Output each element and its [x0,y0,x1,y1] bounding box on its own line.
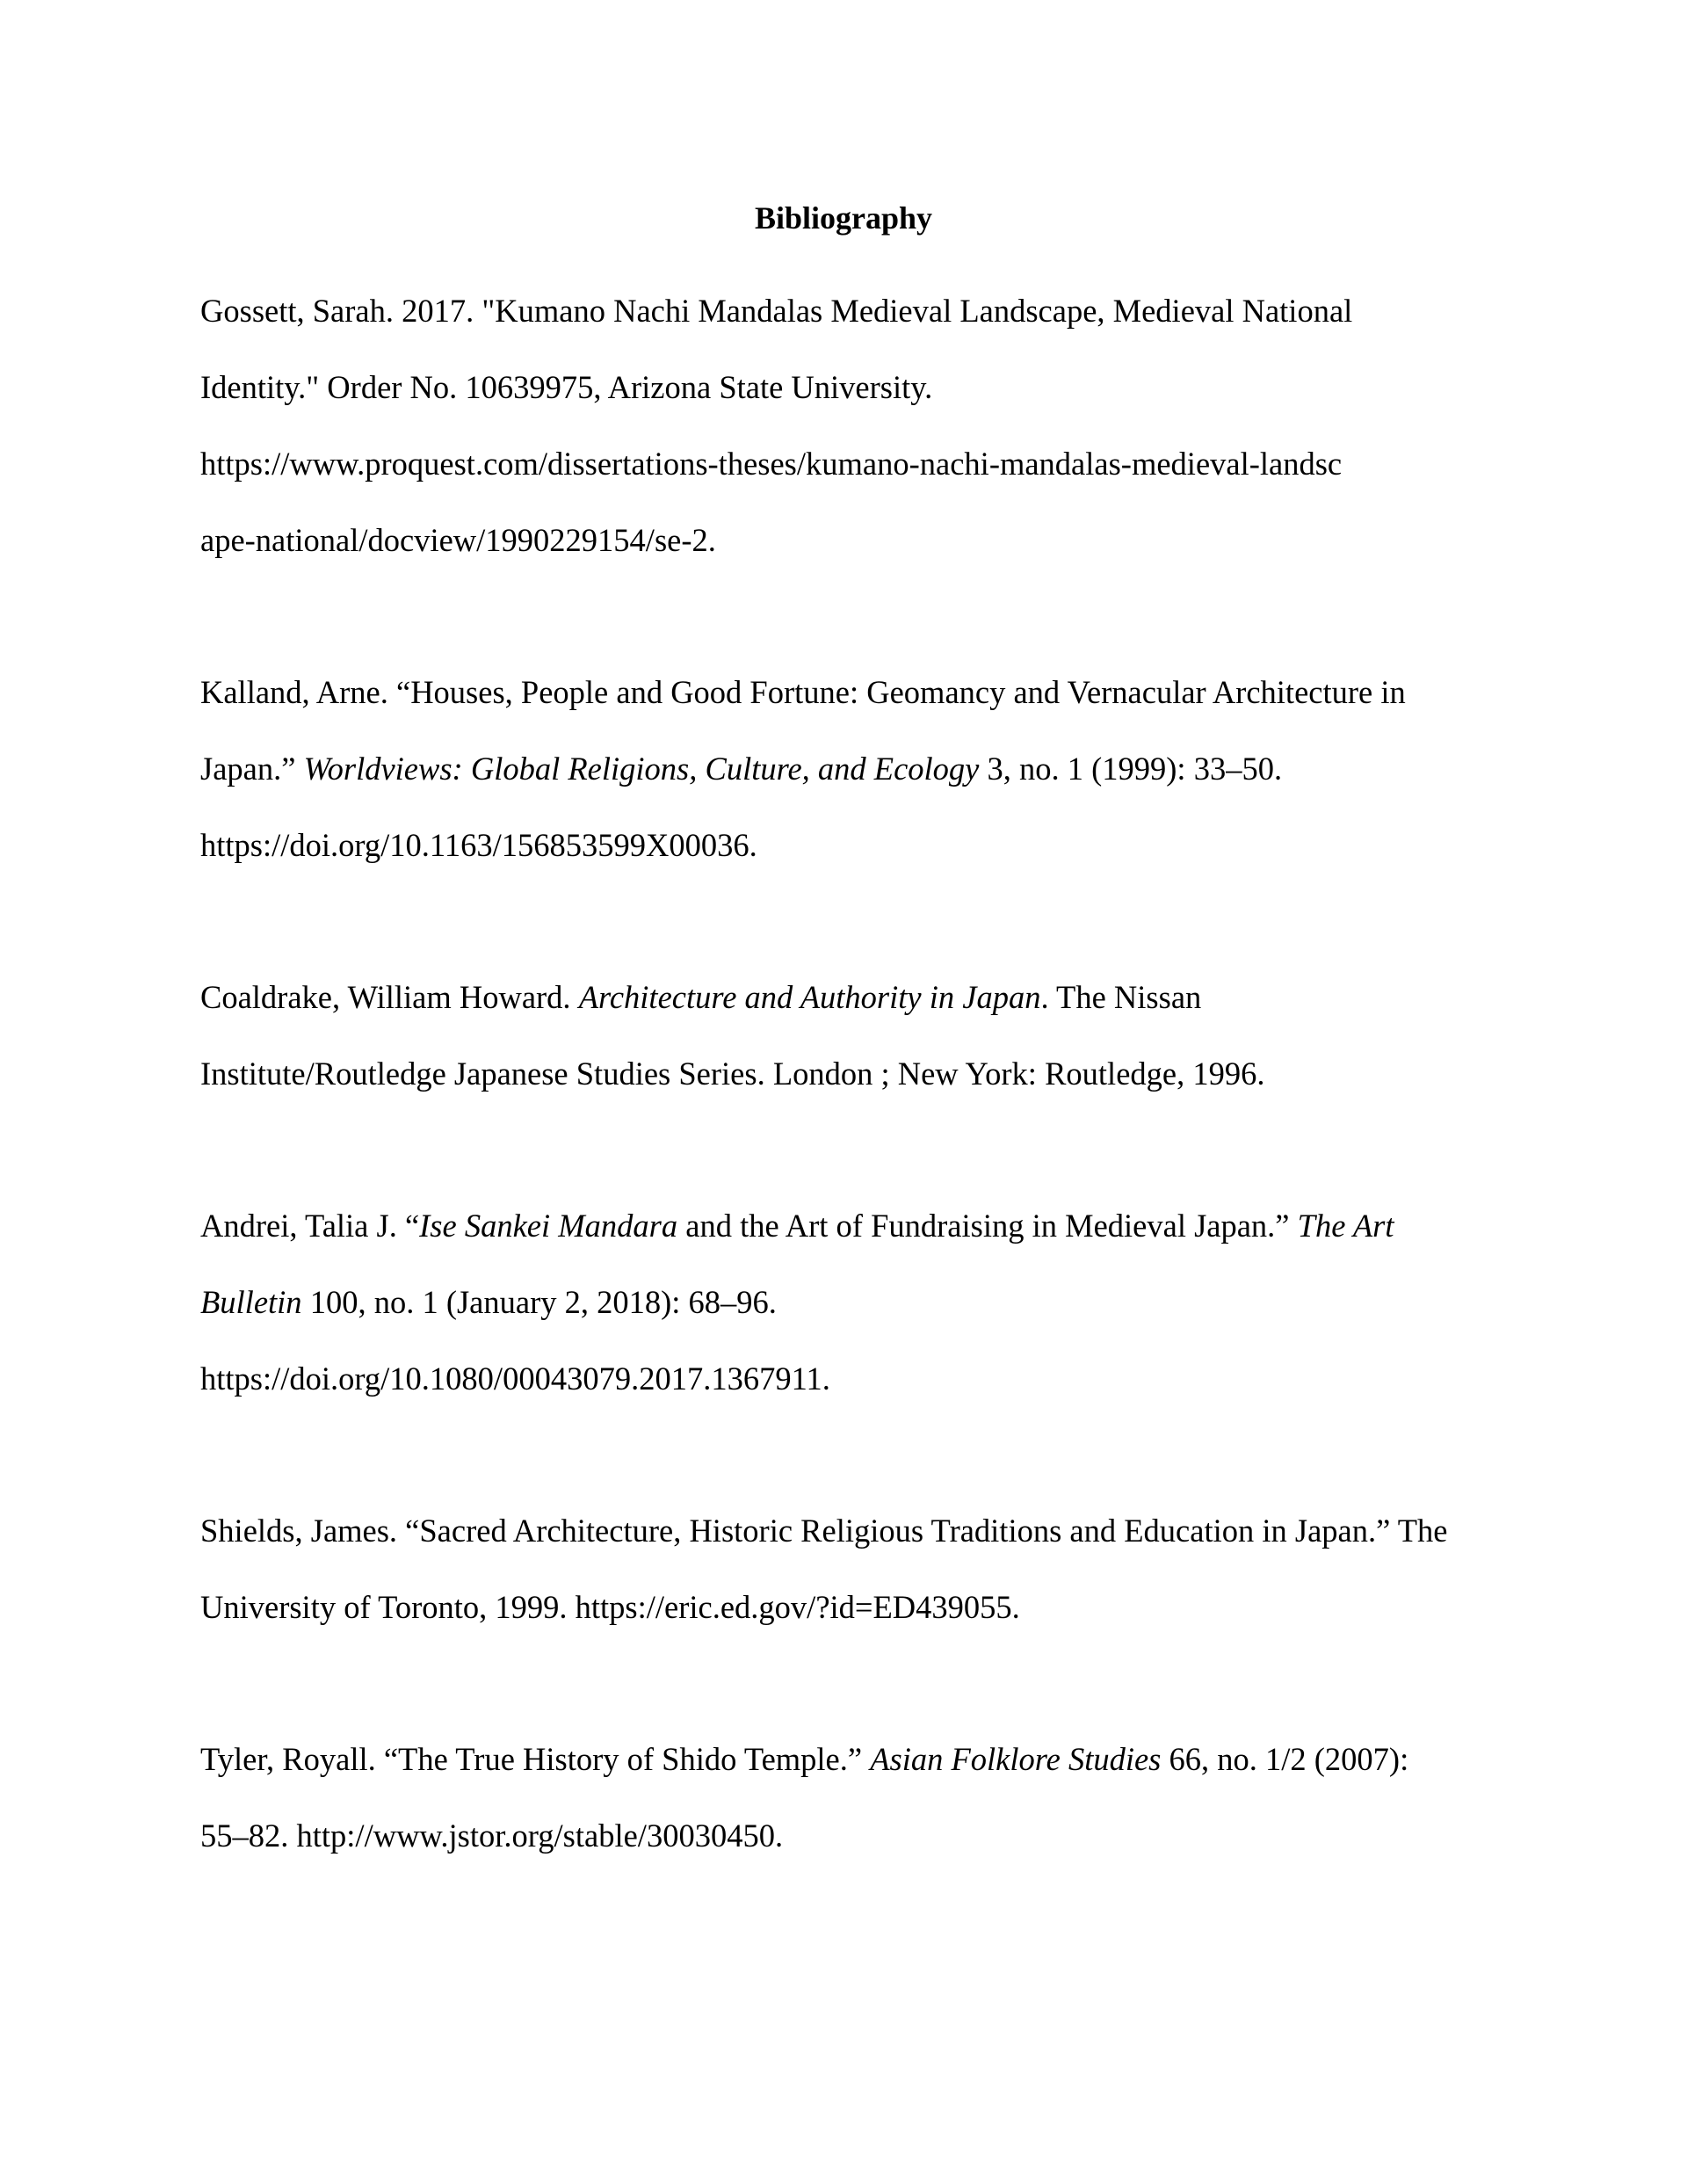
journal-title: Bulletin [200,1284,302,1320]
entry-line: University of Toronto, 1999. https://eric.ed.gov/?id=ED439055. [200,1589,1020,1625]
entry-text: Coaldrake, William Howard. [200,979,579,1015]
bibliography-list [200,272,1518,1949]
entry-line: Identity." Order No. 10639975, Arizona State University. [200,369,933,405]
entry-line: Institute/Routledge Japanese Studies Series. London ; New York: Routledge, 1996. [200,1056,1265,1092]
entry-line: Gossett, Sarah. 2017. "Kumano Nachi Mandalas Medieval Landscape, Medieval National [200,293,1353,329]
bib-entry-andrei [200,1187,1518,1417]
bib-entry-shields [200,1492,1518,1645]
journal-title: The Art [1297,1208,1394,1244]
journal-title: Worldviews: Global Religions, Culture, and Ecology [303,751,980,787]
bib-entry-tyler [200,1721,1518,1874]
entry-line [200,1721,1518,1797]
bib-entry-gossett [200,272,1518,578]
page-title: Bibliography [754,200,933,236]
bib-entry-coaldrake [200,959,1518,1112]
entry-text: 3, no. 1 (1999): 33–50. [979,751,1283,787]
entry-text: Japan.” [200,751,304,787]
entry-text: . The Nissan [1040,979,1202,1015]
entry-url: https://www.proquest.com/dissertations-theses/kumano-nachi-mandalas-medieval-landsc [200,446,1343,482]
entry-line [200,730,1518,807]
entry-line: Kalland, Arne. “Houses, People and Good Fortune: Geomancy and Vernacular Architecture in [200,674,1406,710]
entry-line [200,959,1518,1035]
entry-text: 100, no. 1 (January 2, 2018): 68–96. [301,1284,777,1320]
bib-entry-kalland [200,654,1518,883]
book-title: Architecture and Authority in Japan [578,979,1041,1015]
work-title: Ise Sankei Mandara [419,1208,678,1244]
journal-title: Asian Folklore Studies [870,1741,1162,1777]
entry-line [200,1187,1518,1264]
entry-url: ape-national/docview/1990229154/se-2. [200,522,716,558]
entry-line [200,1264,1518,1340]
entry-text: and the Art of Fundraising in Medieval Japan.” [677,1208,1298,1244]
entry-text: Tyler, Royall. “The True History of Shido Temple.” [200,1741,871,1777]
entry-line: Shields, James. “Sacred Architecture, Historic Religious Traditions and Education in Japan.” The [200,1513,1448,1549]
entry-url: https://doi.org/10.1163/156853599X00036. [200,827,757,863]
entry-line: 55–82. http://www.jstor.org/stable/30030450. [200,1818,784,1854]
entry-text: 66, no. 1/2 (2007): [1161,1741,1409,1777]
entry-url: https://doi.org/10.1080/00043079.2017.1367911. [200,1360,830,1397]
entry-text: Andrei, Talia J. “ [200,1208,420,1244]
